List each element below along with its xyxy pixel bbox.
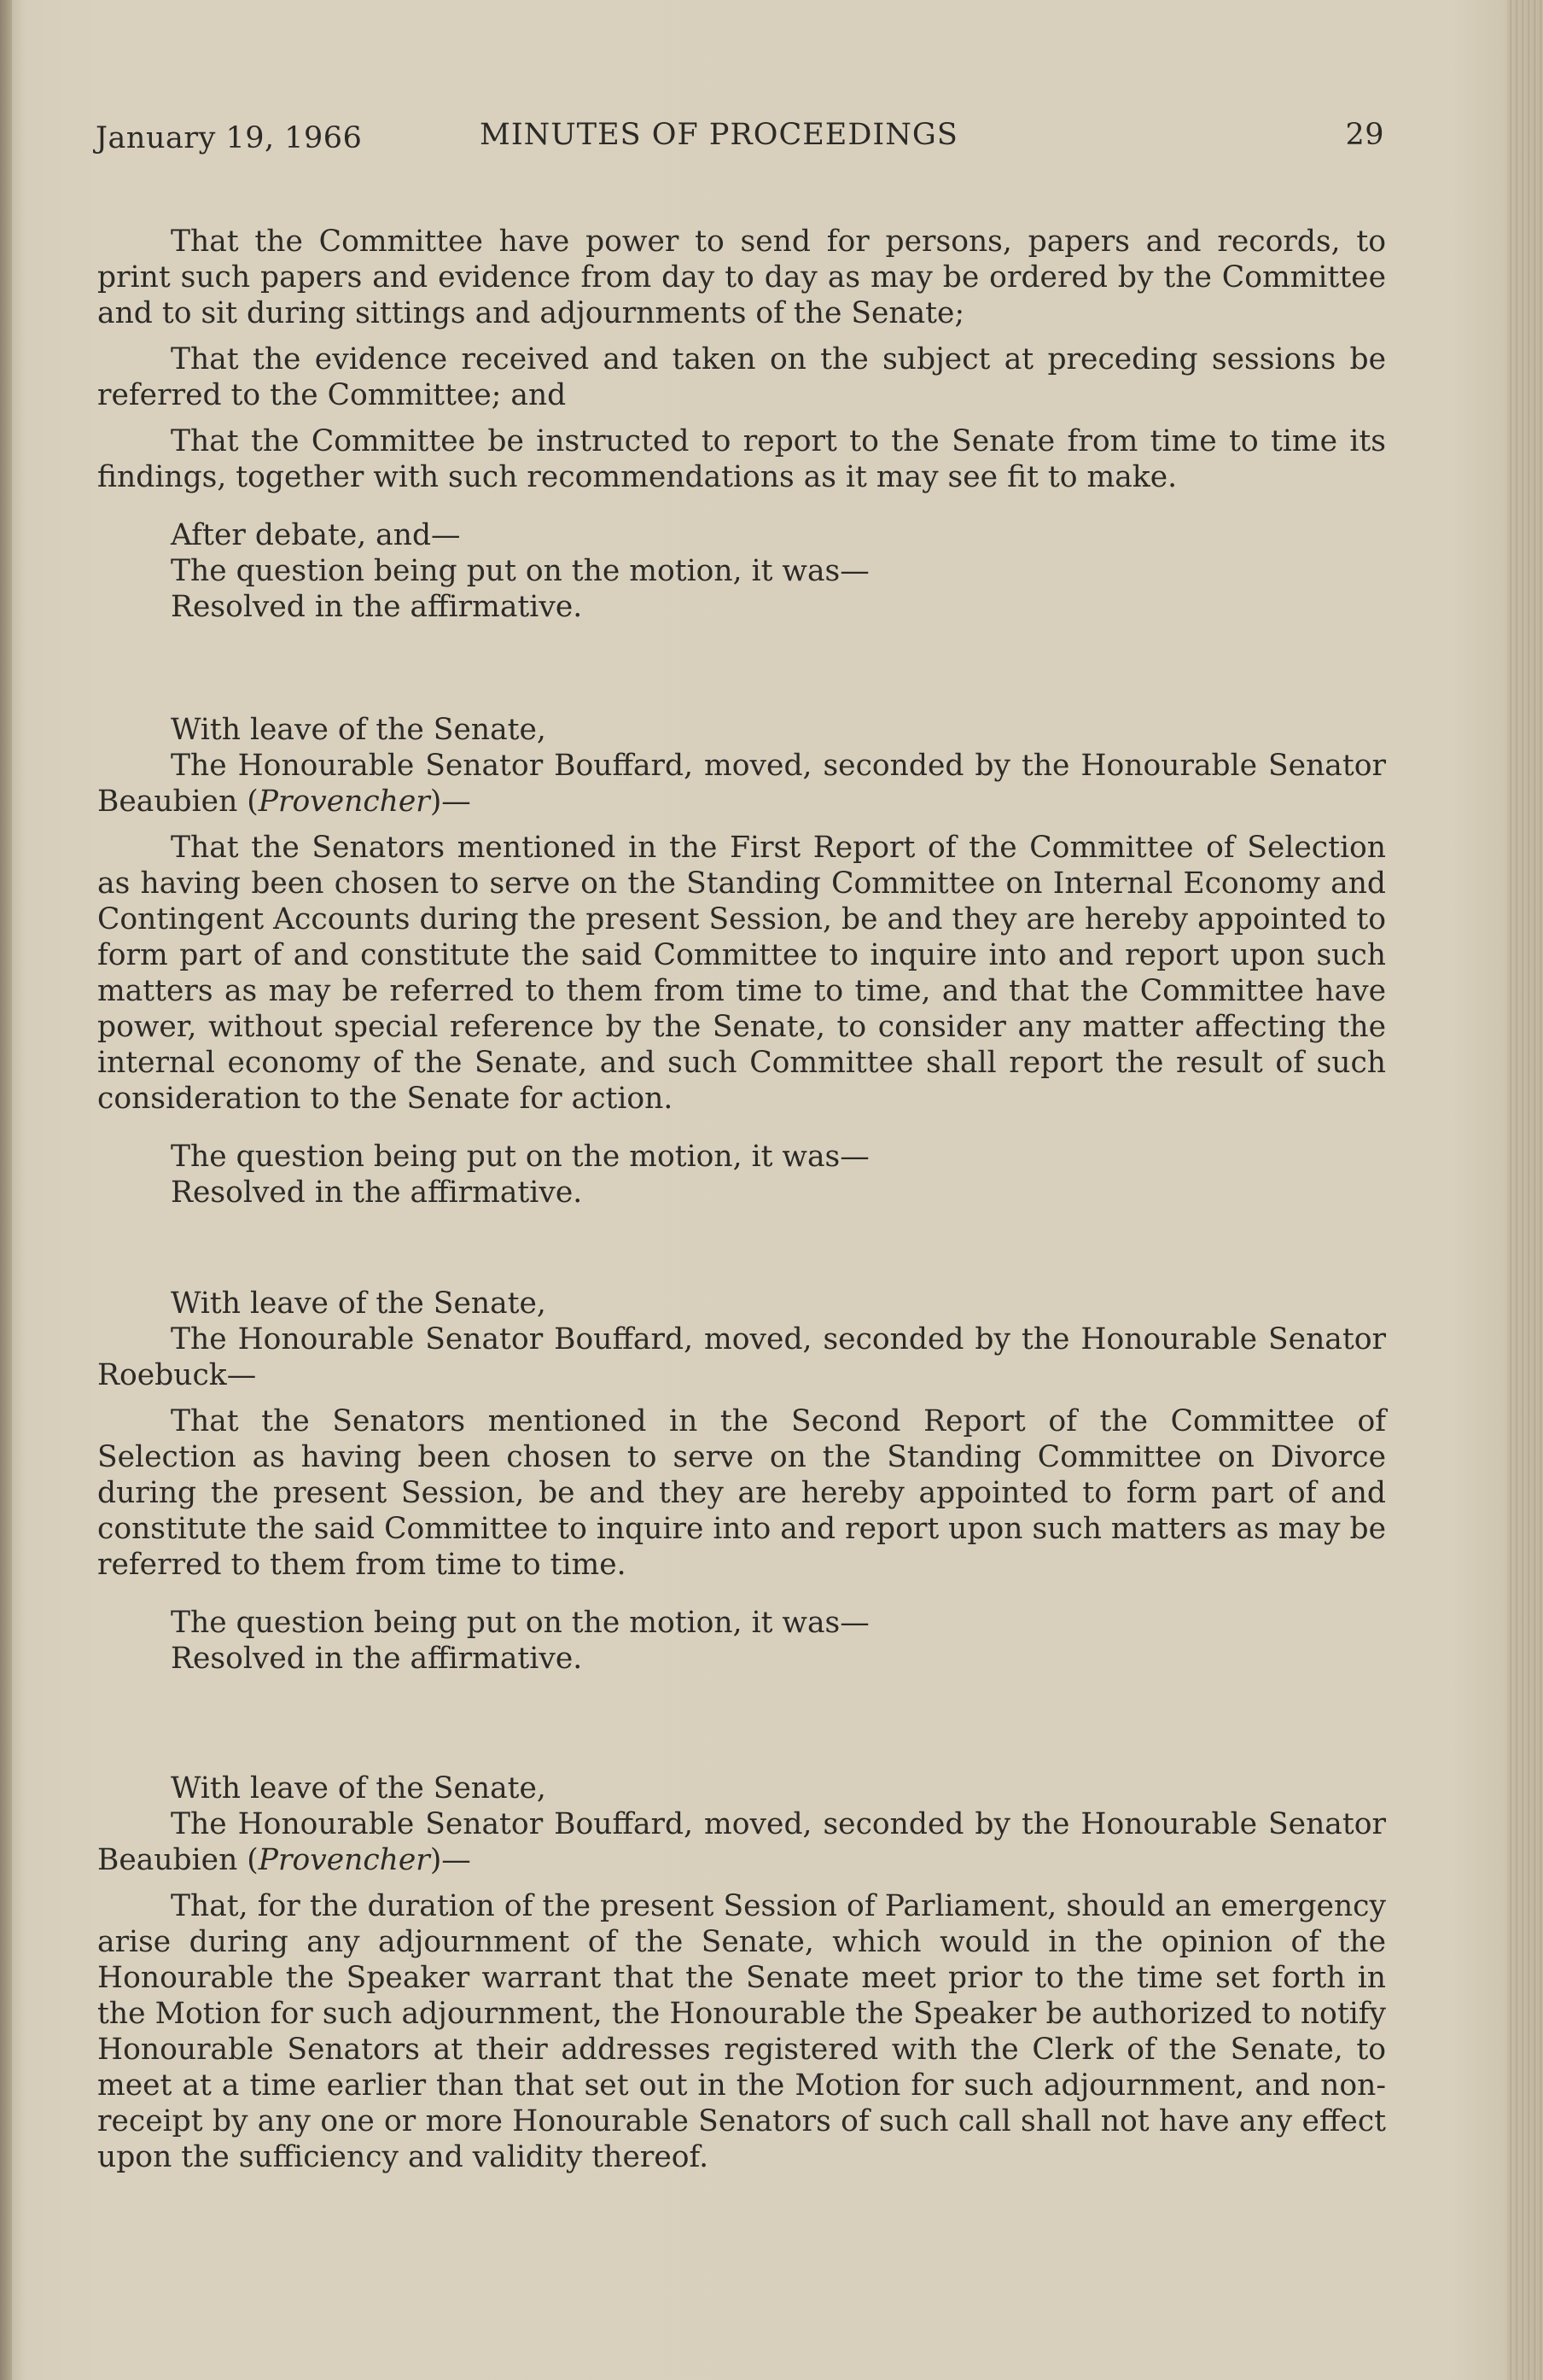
leave-line: With leave of the Senate, <box>171 713 546 747</box>
mover-paragraph: The Honourable Senator Bouffard, moved, seconded by the Honourable Senator Beaubien (Provencher)— <box>97 749 1386 819</box>
procedure-line: The question being put on the motion, it was— <box>171 1140 870 1174</box>
procedure-line: After debate, and— <box>171 518 461 552</box>
leave-line: With leave of the Senate, <box>171 1771 546 1805</box>
motion-paragraph: That the Senators mentioned in the Second Report of the Committee of Selection as having been chosen to serve on the Standing Committee on Divorce during the present Session, be and they are hereby appointed to form part of and constitute the said Committee to inquire into and report upon such matters as may be referred to them from time to time. <box>97 1404 1386 1582</box>
leave-line: With leave of the Senate, <box>171 1286 546 1321</box>
motion-paragraph: That, for the duration of the present Session of Parliament, should an emergency arise during any adjournment of the Senate, which would in the opinion of the Honourable the Speaker warrant that the Senate meet prior to the time set forth in the Motion for such adjournment, the Honourable the Speaker be authorized to notify Honourable Senators at their addresses registered with the Clerk of the Senate, to meet at a time earlier than that set out in the Motion for such adjournment, and non-receipt by any one or more Honourable Senators of such call shall not have any effect upon the sufficiency and validity thereof. <box>97 1889 1386 2174</box>
document-body <box>97 224 1386 2175</box>
page-edges <box>1507 0 1543 2380</box>
mover-paragraph: The Honourable Senator Bouffard, moved, seconded by the Honourable Senator Roebuck— <box>97 1322 1386 1392</box>
paragraph: That the Committee be instructed to report to the Senate from time to time its findings, together with such recommendations as it may see fit to make. <box>97 424 1386 494</box>
header-title: MINUTES OF PROCEEDINGS <box>480 118 958 152</box>
motion-paragraph: That the Senators mentioned in the First Report of the Committee of Selection as having been chosen to serve on the Standing Committee on Internal Economy and Contingent Accounts during the present Session, be and they are hereby appointed to form part of and constitute the said Committee to inquire into and report upon such matters as may be referred to them from time to time, and that the Committee have power, without special reference by the Senate, to consider any matter affecting the internal economy of the Senate, and such Committee shall report the result of such consideration to the Senate for action. <box>97 831 1386 1116</box>
procedure-line: The question being put on the motion, it was— <box>171 554 870 588</box>
procedure-line: The question being put on the motion, it was— <box>171 1606 870 1640</box>
resolution-line: Resolved in the affirmative. <box>171 1642 583 1676</box>
resolution-line: Resolved in the affirmative. <box>171 590 583 624</box>
paragraph: That the evidence received and taken on the subject at preceding sessions be referred to the Committee; and <box>97 342 1386 412</box>
running-header <box>96 118 1384 160</box>
header-date: January 19, 1966 <box>96 121 363 155</box>
paragraph: That the Committee have power to send for persons, papers and records, to print such papers and evidence from day to day as may be ordered by the Committee and to sit during sittings and adjournments of the Senate; <box>97 225 1386 330</box>
book-spine-shadow <box>0 0 12 2380</box>
page-number: 29 <box>1345 118 1384 152</box>
resolution-line: Resolved in the affirmative. <box>171 1175 583 1210</box>
mover-paragraph: The Honourable Senator Bouffard, moved, seconded by the Honourable Senator Beaubien (Provencher)— <box>97 1807 1386 1877</box>
